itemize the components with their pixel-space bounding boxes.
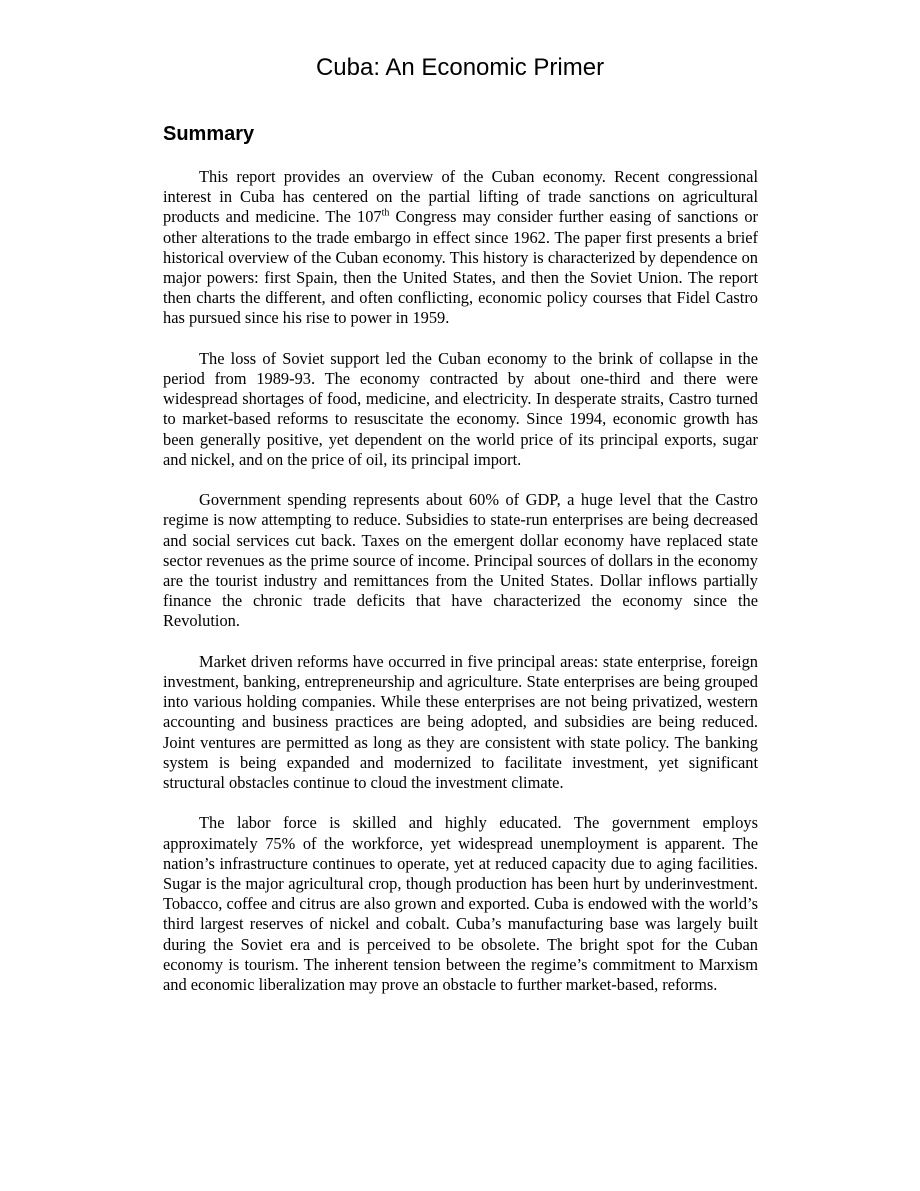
document-title: Cuba: An Economic Primer (315, 54, 605, 81)
paragraph-1-text-b: Congress may consider further easing of sanctions or other alterations to the trade embargo in effect since 1962. The paper first presents a brief historical overview of the Cuban economy. This history is characterized by dependence on major powers: first Spain, then the United States, and then the Soviet Union. The report then charts the different, and often conflicting, economic policy courses that Fidel Castro has pursued since his rise to power in 1959. (163, 207, 759, 328)
summary-paragraph-3: Government spending represents about 60% of GDP, a huge level that the Castro regime is now attempting to reduce. Subsidies to state-run enterprises are being decreased and social services cut back. Taxes on the emergent dollar economy have replaced state sector revenues as the prime source of income. Principal sources of dollars in the economy are the tourist industry and remittances from the United States. Dollar inflows partially finance the chronic trade deficits that have characterized the economy since the Revolution. (163, 490, 758, 631)
summary-paragraph-5: The labor force is skilled and highly educated. The government employs approximately 75% of the workforce, yet widespread unemployment is apparent. The nation’s infrastructure continues to operate, yet at reduced capacity due to aging facilities. Sugar is the major agricultural crop, though production has been hurt by underinvestment. Tobacco, coffee and citrus are also grown and exported. Cuba is endowed with the world’s third largest reserves of nickel and cobalt. Cuba’s manufacturing base was largely built during the Soviet era and is perceived to be obsolete. The bright spot for the Cuban economy is tourism. The inherent tension between the regime’s commitment to Marxism and economic liberalization may prove an obstacle to further market-based, reforms. (163, 813, 758, 995)
ordinal-suffix: th (381, 207, 390, 219)
paragraph-1-text-a: This report provides an overview of the Cuban economy. Recent congressional interest in Cuba has centered on the partial lifting of trade sanctions on agricultural products and medicine. The 107 (163, 167, 758, 227)
section-heading-summary: Summary (163, 123, 255, 145)
summary-paragraph-4: Market driven reforms have occurred in five principal areas: state enterprise, foreign investment, banking, entrepreneurship and agriculture. State enterprises are being grouped into various holding companies. While these enterprises are not being privatized, western accounting and business practices are being adopted, and subsidies are being reduced. Joint ventures are permitted as long as they are consistent with state policy. The banking system is being expanded and modernized to facilitate investment, yet significant structural obstacles continue to cloud the investment climate. (163, 651, 758, 793)
summary-paragraph-1 (163, 167, 758, 329)
summary-paragraph-2: The loss of Soviet support led the Cuban economy to the brink of collapse in the period from 1989-93. The economy contracted by about one-third and there were widespread shortages of food, medicine, and electricity. In desperate straits, Castro turned to market-based reforms to resuscitate the economy. Since 1994, economic growth has been generally positive, yet dependent on the world price of its principal exports, sugar and nickel, and on the price of oil, its principal import. (163, 348, 758, 469)
summary-body (163, 167, 758, 1015)
